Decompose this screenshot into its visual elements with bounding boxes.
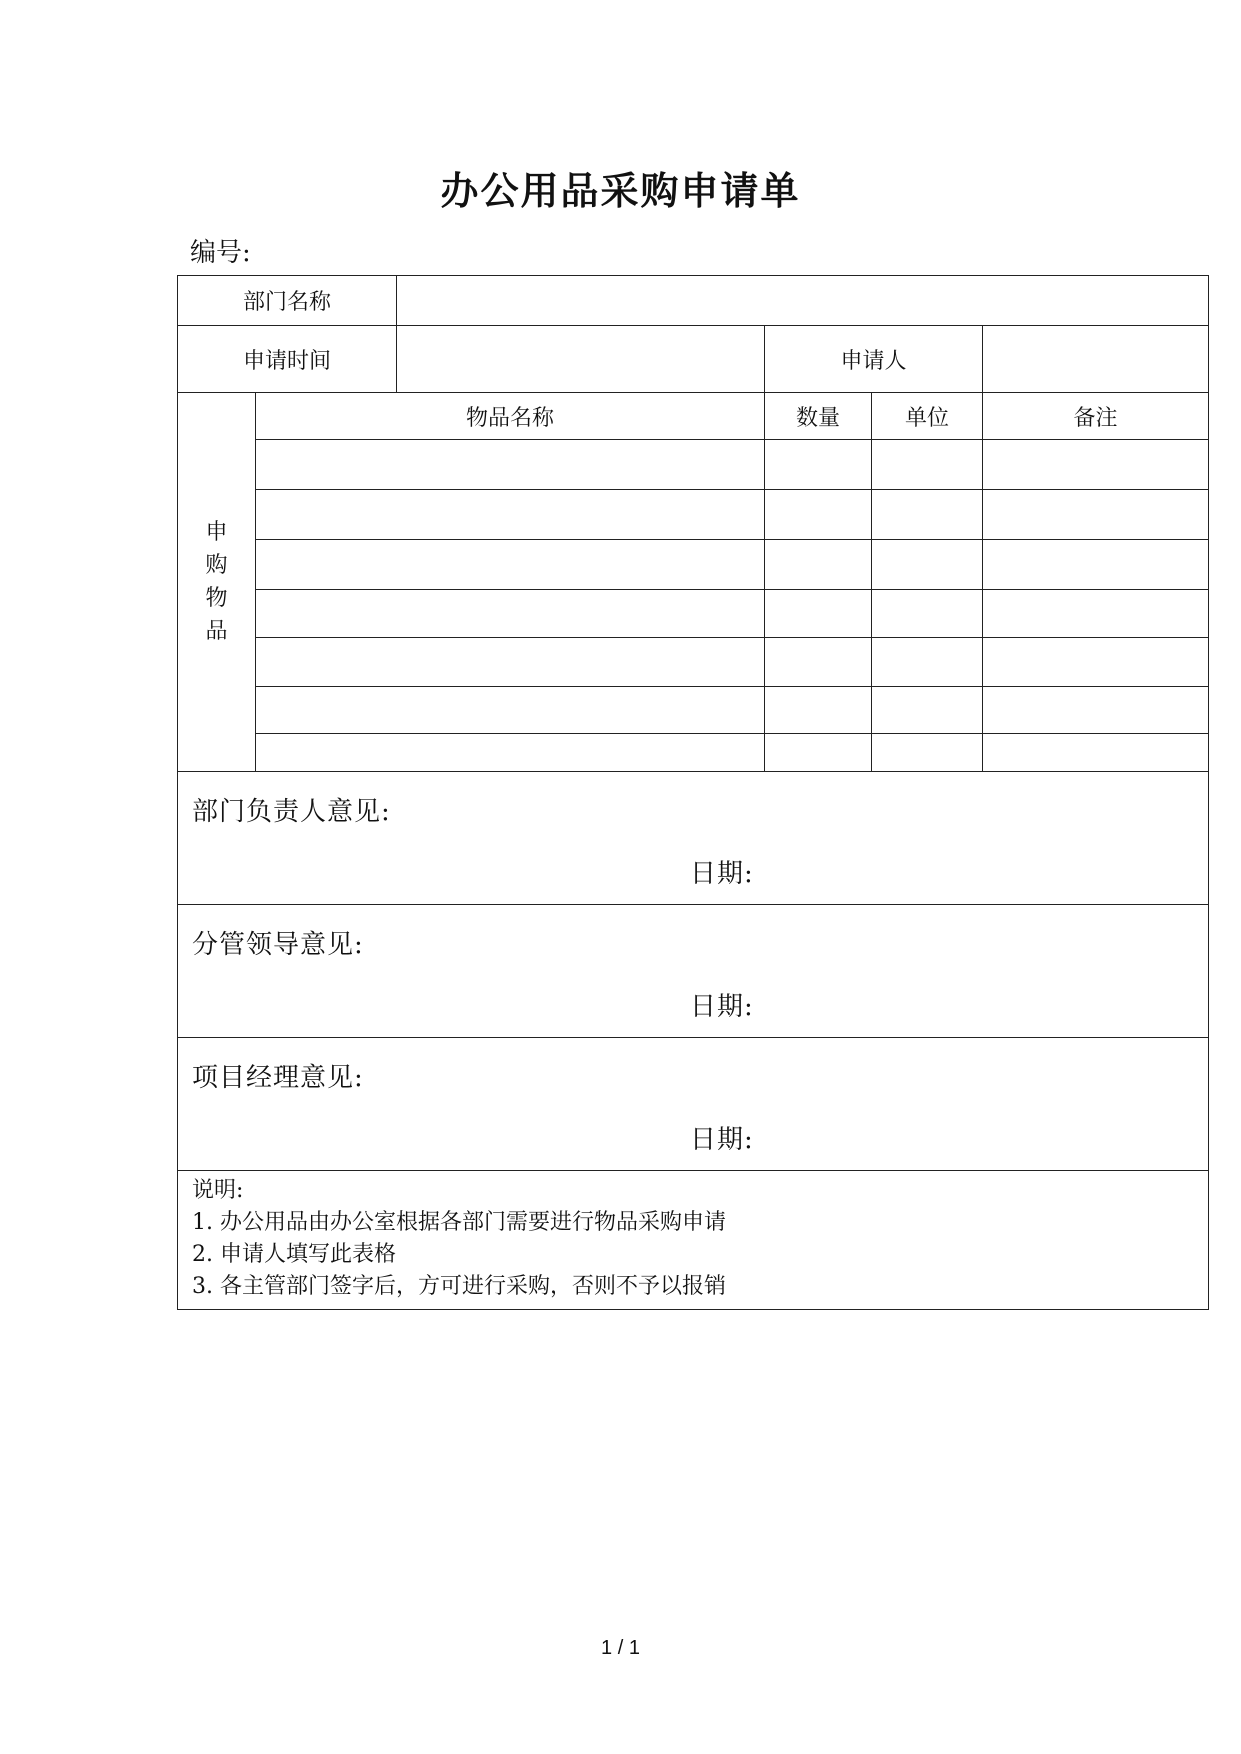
date-label: 日期:: [690, 858, 754, 889]
remark-cell[interactable]: [983, 687, 1209, 734]
unit-cell[interactable]: [872, 638, 983, 687]
leader-opinion-cell[interactable]: [178, 905, 1209, 1038]
quantity-cell[interactable]: [765, 440, 872, 490]
notes-cell: [178, 1171, 1209, 1310]
quantity-cell[interactable]: [765, 734, 872, 772]
remark-cell[interactable]: [983, 638, 1209, 687]
pm-opinion-row: [178, 1038, 1209, 1171]
note-line: 2. 申请人填写此表格: [192, 1242, 396, 1267]
item-row: [178, 734, 1209, 772]
item-row: [178, 638, 1209, 687]
side-label-char: 品: [205, 619, 228, 644]
unit-cell[interactable]: [872, 734, 983, 772]
item-row: [178, 440, 1209, 490]
quantity-cell[interactable]: [765, 687, 872, 734]
unit-cell[interactable]: [872, 490, 983, 540]
item-name-cell[interactable]: [256, 440, 765, 490]
col-item-name: 物品名称: [256, 393, 765, 440]
quantity-cell[interactable]: [765, 638, 872, 687]
item-row: [178, 490, 1209, 540]
notes-title: 说明:: [192, 1178, 244, 1203]
apply-time-label: 申请时间: [178, 326, 397, 393]
opinion-label: 部门负责人意见:: [192, 796, 391, 827]
col-quantity: 数量: [765, 393, 872, 440]
opinion-label: 分管领导意见:: [192, 929, 364, 960]
side-label-char: 物: [205, 586, 228, 611]
date-label: 日期:: [690, 991, 754, 1022]
item-row: [178, 687, 1209, 734]
pm-opinion-cell[interactable]: [178, 1038, 1209, 1171]
col-remark: 备注: [983, 393, 1209, 440]
item-name-cell[interactable]: [256, 687, 765, 734]
dept-row: [178, 276, 1209, 326]
remark-cell[interactable]: [983, 490, 1209, 540]
unit-cell[interactable]: [872, 440, 983, 490]
unit-cell[interactable]: [872, 687, 983, 734]
item-name-cell[interactable]: [256, 638, 765, 687]
dept-head-opinion-row: [178, 772, 1209, 905]
remark-cell[interactable]: [983, 540, 1209, 590]
unit-cell[interactable]: [872, 590, 983, 638]
page-title: 办公用品采购申请单: [440, 168, 801, 213]
dept-name-field[interactable]: [397, 276, 1209, 326]
item-name-cell[interactable]: [256, 734, 765, 772]
item-name-cell[interactable]: [256, 490, 765, 540]
time-applicant-row: [178, 326, 1209, 393]
purchase-items-side-label: [178, 393, 256, 772]
item-row: [178, 590, 1209, 638]
page-number: 1 / 1: [601, 1637, 640, 1659]
unit-cell[interactable]: [872, 540, 983, 590]
col-unit: 单位: [872, 393, 983, 440]
remark-cell[interactable]: [983, 590, 1209, 638]
quantity-cell[interactable]: [765, 540, 872, 590]
remark-cell[interactable]: [983, 734, 1209, 772]
date-label: 日期:: [690, 1124, 754, 1155]
dept-name-label: 部门名称: [178, 276, 397, 326]
opinion-label: 项目经理意见:: [192, 1062, 364, 1093]
purchase-form-table: [177, 275, 1209, 1310]
notes-row: [178, 1171, 1209, 1310]
side-label-char: 申: [205, 520, 228, 545]
quantity-cell[interactable]: [765, 490, 872, 540]
item-name-cell[interactable]: [256, 590, 765, 638]
leader-opinion-row: [178, 905, 1209, 1038]
applicant-field[interactable]: [983, 326, 1209, 393]
serial-number-label: 编号:: [190, 238, 251, 268]
note-line: 1. 办公用品由办公室根据各部门需要进行物品采购申请: [192, 1210, 726, 1235]
dept-head-opinion-cell[interactable]: [178, 772, 1209, 905]
apply-time-field[interactable]: [397, 326, 765, 393]
note-line: 3. 各主管部门签字后，方可进行采购，否则不予以报销: [192, 1274, 726, 1299]
remark-cell[interactable]: [983, 440, 1209, 490]
item-name-cell[interactable]: [256, 540, 765, 590]
quantity-cell[interactable]: [765, 590, 872, 638]
items-header-row: [178, 393, 1209, 440]
side-label-char: 购: [205, 553, 228, 578]
item-row: [178, 540, 1209, 590]
applicant-label: 申请人: [765, 326, 983, 393]
